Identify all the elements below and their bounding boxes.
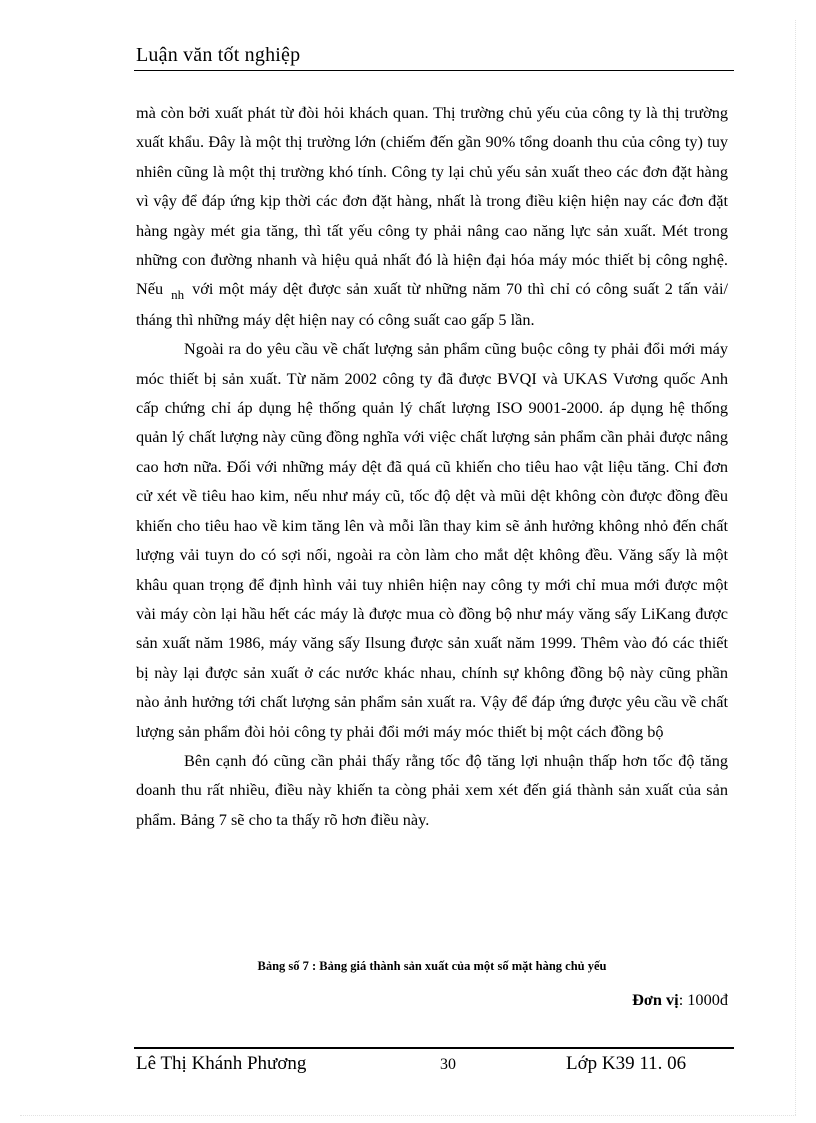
paragraph-1-text-b: với một máy dệt được sản xuất từ những năm 70 thì chỉ có công suất 2 tấn vải/ tháng thì những máy dệt hiện nay có công suất cao gấp 5 lần.: [136, 279, 728, 329]
unit-value: : 1000đ: [678, 990, 728, 1009]
paragraph-1: [136, 98, 728, 334]
header-divider: [134, 70, 734, 71]
paragraph-2: Ngoài ra do yêu cầu về chất lượng sản phẩm cũng buộc công ty phải đổi mới máy móc thiết bị sản xuất. Từ năm 2002 công ty đã được BVQI và UKAS Vương quốc Anh cấp chứng chỉ áp dụng hệ thống quản lý chất lượng ISO 9001-2000. áp dụng hệ thống quản lý chất lượng này cũng đồng nghĩa với việc chất lượng sản phẩm cần phải được nâng cao hơn nữa. Đối với những máy dệt đã quá cũ khiến cho tiêu hao vật liệu tăng. Chỉ đơn cử xét về tiêu hao kim, nếu như máy cũ, tốc độ dệt và mũi dệt không còn được đồng đều khiến cho tiêu hao về kim tăng lên và mỗi lần thay kim sẽ ảnh hưởng không nhỏ đến chất lượng vải tuyn do có sợi nối, ngoài ra còn làm cho mắt dệt không đều. Văng sấy là một khâu quan trọng để định hình vải tuy nhiên hiện nay công ty mới chỉ mua mới được một vài máy còn lại hầu hết các máy là được mua cò đồng bộ như máy văng sấy LiKang được sản xuất năm 1986, máy văng sấy Ilsung được sản xuất năm 1999. Thêm vào đó các thiết bị này lại được sản xuất ở các nước khác nhau, chính sự không đồng bộ này cũng phần nào ảnh hưởng tới chất lượng sản phẩm sản xuất ra. Vậy để đáp ứng được yêu cầu về chất lượng sản phẩm đòi hỏi công ty phải đổi mới máy móc thiết bị một cách đồng bộ: [136, 339, 728, 741]
paragraph-3: Bên cạnh đó cũng cần phải thấy rằng tốc độ tăng lợi nhuận thấp hơn tốc độ tăng doanh thu rất nhiều, điều này khiến ta còng phải xem xét đến giá thành sản xuất của sản phẩm. Bảng 7 sẽ cho ta thấy rõ hơn điều này.: [136, 750, 728, 829]
page-number: 30: [440, 1056, 456, 1073]
page-border-right: [795, 20, 796, 1115]
footer-divider: [134, 1047, 734, 1049]
unit-line: [632, 990, 728, 1010]
page-header-title: Luận văn tốt nghiệp: [136, 44, 301, 66]
footer-class: Lớp K39 11. 06: [566, 1053, 687, 1074]
paragraph-1-text-a: mà còn bởi xuất phát từ đòi hỏi khách quan. Thị trường chủ yếu của công ty là thị trường xuất khẩu. Đây là một thị trường lớn (chiếm đến gần 90% tổng doanh thu của công ty) tuy nhiên cũng là một thị trường khó tính. Công ty lại chủ yếu sản xuất theo các đơn đặt hàng vì vậy để đáp ứng kịp thời các đơn đặt hàng, nhất là trong điều kiện hiện nay các đơn đặt hàng ngày mét gia tăng, thì tất yếu công ty phải nâng cao năng lực sản xuất. Mét trong những con đường nhanh và hiệu quả nhất đó là hiện đại hóa máy móc thiết bị công nghệ. Nếu: [136, 103, 728, 299]
unit-label: Đơn vị: [632, 990, 679, 1009]
document-body: [136, 98, 728, 834]
table-caption: Bảng số 7 : Bảng giá thành sản xuất của một số mặt hàng chủ yếu: [257, 959, 607, 973]
paragraph-1-stray-text: nh: [171, 287, 185, 303]
page-border-bottom: [20, 1115, 796, 1116]
footer-author: Lê Thị Khánh Phương: [136, 1053, 307, 1074]
